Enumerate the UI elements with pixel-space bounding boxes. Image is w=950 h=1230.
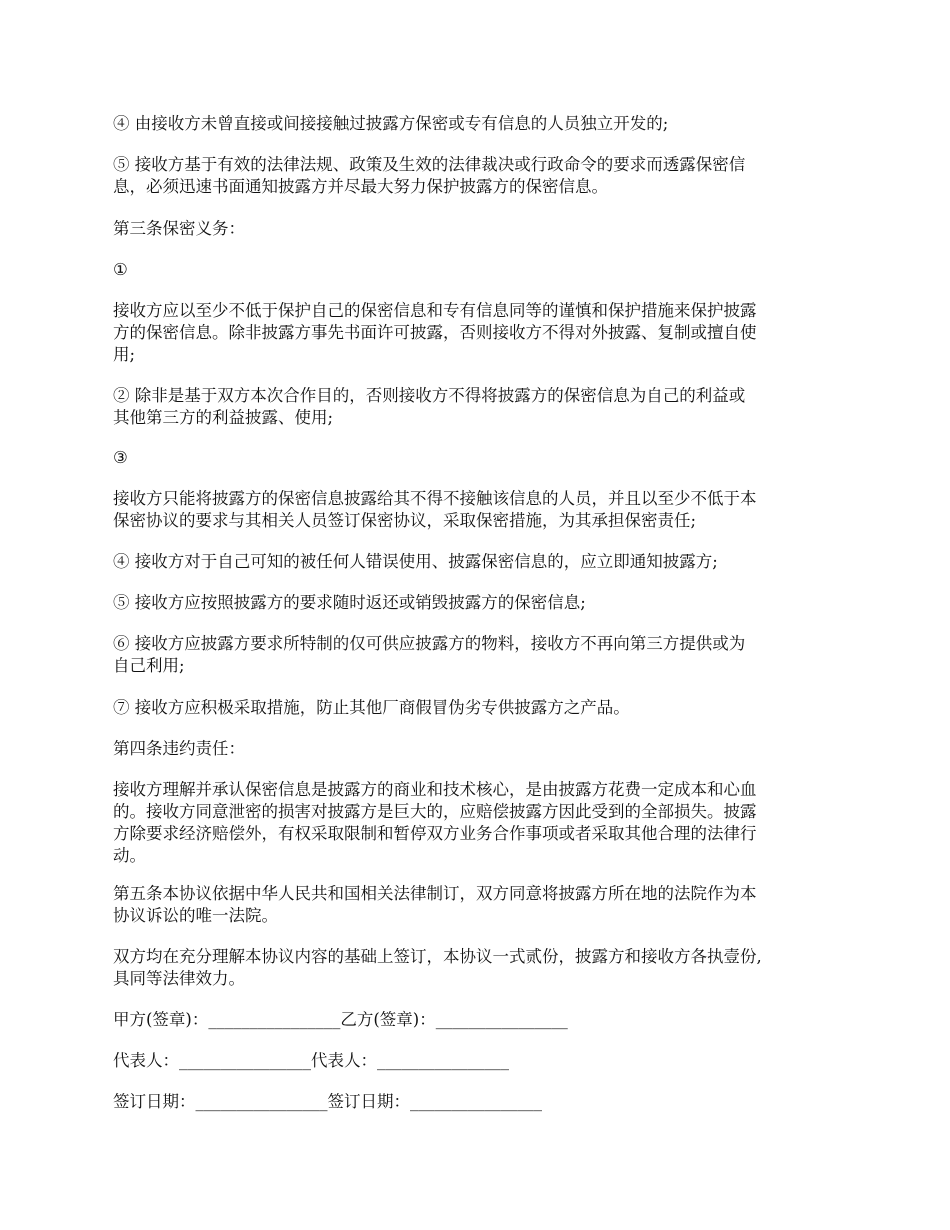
clause-3-item-5: ⑤ 接收方应按照披露方的要求随时返还或销毁披露方的保密信息; <box>113 593 586 612</box>
clause-3-item-1-text: 接收方应以至少不低于保护自己的保密信息和专有信息同等的谨慎和保护措施来保护披露 方的保密信息。除非披露方事先书面许可披露，否则接收方不得对外披露、复制或擅自使 用; <box>113 301 757 364</box>
clause-3-item-2: ② 除非是基于双方本次合作目的，否则接收方不得将披露方的保密信息为自己的利益或 其他第三方的利益披露、使用; <box>113 386 746 427</box>
clause-3-item-6: ⑥ 接收方应披露方要求所特制的仅可供应披露方的物料，接收方不再向第三方提供或为 自己利用; <box>113 634 746 675</box>
clause-3-item-1-marker: ① <box>113 260 128 279</box>
clause-2-item-4: ④ 由接收方未曾直接或间接接触过披露方保密或专有信息的人员独立开发的; <box>113 114 669 133</box>
clause-3-item-3-marker: ③ <box>113 448 128 467</box>
signature-line-representative: 代表人：________________代表人：________________ <box>113 1051 509 1070</box>
closing-statement: 双方均在充分理解本协议内容的基础上签订，本协议一式贰份，披露方和接收方各执壹份, 具同等法律效力。 <box>113 947 762 988</box>
clause-3-item-7: ⑦ 接收方应积极采取措施，防止其他厂商假冒伪劣专供披露方之产品。 <box>113 698 630 717</box>
clause-3-item-4: ④ 接收方对于自己可知的被任何人错误使用、披露保密信息的，应立即通知披露方; <box>113 552 718 571</box>
clause-5-text: 第五条本协议依据中华人民共和国相关法律制订，双方同意将披露方所在地的法院作为本 协议诉讼的唯一法院。 <box>113 884 757 925</box>
clause-3-item-3-text: 接收方只能将披露方的保密信息披露给其不得不接触该信息的人员，并且以至少不低于本 保密协议的要求与其相关人员签订保密协议，采取保密措施，为其承担保密责任; <box>113 489 757 530</box>
signature-line-party: 甲方(签章)：________________乙方(签章)：________________ <box>113 1010 568 1029</box>
signature-line-date: 签订日期：________________签订日期：________________ <box>113 1092 542 1111</box>
clause-4-text: 接收方理解并承认保密信息是披露方的商业和技术核心，是由披露方花费一定成本和心血 的。接收方同意泄密的损害对披露方是巨大的，应赔偿披露方因此受到的全部损失。披露 方除要求经济赔偿外，有权采取限制和暂停双方业务合作事项或者采取其他合理的法律行 动。 <box>113 780 757 865</box>
clause-3-heading: 第三条保密义务： <box>113 219 245 238</box>
clause-4-heading: 第四条违约责任： <box>113 739 245 758</box>
clause-2-item-5: ⑤ 接收方基于有效的法律法规、政策及生效的法律裁决或行政命令的要求而透露保密信 息，必须迅速书面通知披露方并尽最大努力保护披露方的保密信息。 <box>113 155 746 196</box>
